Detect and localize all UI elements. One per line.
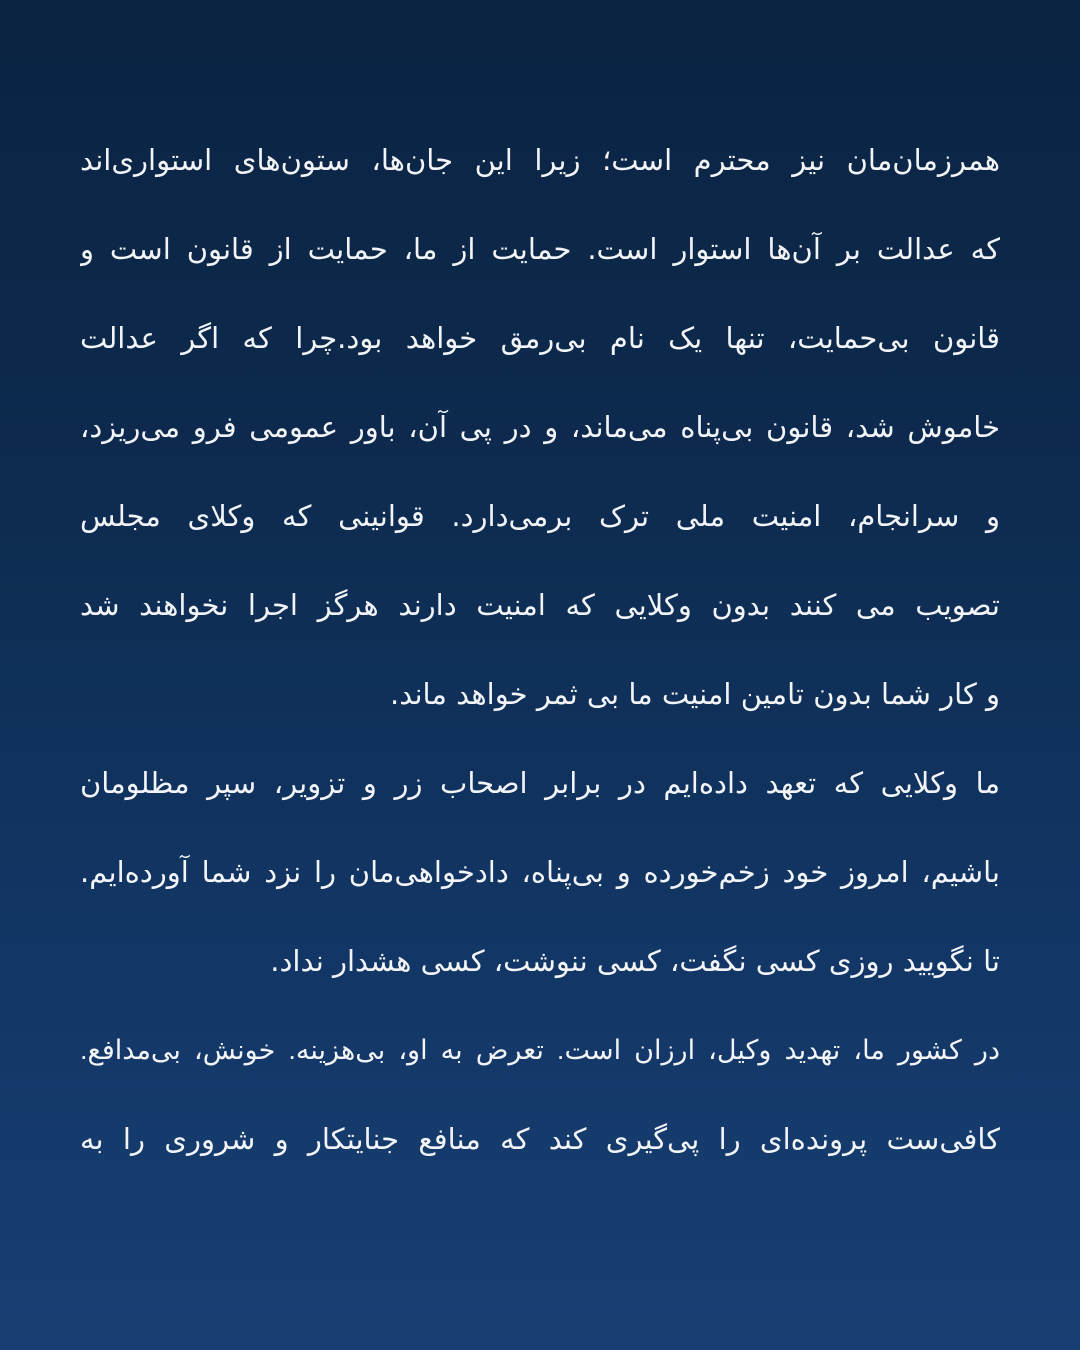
text-line-12: کافی‌ست پرونده‌ای را پی‌گیری کند که منافع جنایتکار و شروری را به <box>80 1122 1000 1156</box>
text-line-7: و کار شما بدون تامین امنیت ما بی ثمر خواهد ماند. <box>390 677 1000 711</box>
text-line-10: تا نگویید روزی کسی نگفت، کسی ننوشت، کسی هشدار نداد. <box>270 944 1000 978</box>
text-line-9: باشیم، امروز خود زخم‌خورده و بی‌پناه، دادخواهی‌مان را نزد شما آورده‌ایم. <box>80 855 1000 889</box>
text-line-1: همرزمان‌مان نیز محترم است؛ زیرا این جان‌ها، ستون‌های استواری‌اند <box>80 143 1000 177</box>
text-line-3: قانون بی‌حمایت، تنها یک نام بی‌رمق خواهد بود.چرا که اگر عدالت <box>80 321 1000 355</box>
article-text <box>80 116 1000 1184</box>
text-line-11: در کشور ما، تهدید وکیل، ارزان است. تعرض به او، بی‌هزینه. خونش، بی‌مدافع. <box>80 1035 1000 1065</box>
text-line-6: تصویب می کنند بدون وکلایی که امنیت دارند هرگز اجرا نخواهند شد <box>80 588 1000 622</box>
text-line-2: که عدالت بر آن‌ها استوار است. حمایت از ما، حمایت از قانون است و <box>80 232 1000 266</box>
text-line-5: و سرانجام، امنیت ملی ترک برمی‌دارد. قوانینی که وکلای مجلس <box>80 499 1000 533</box>
text-line-4: خاموش شد، قانون بی‌پناه می‌ماند، و در پی آن، باور عمومی فرو می‌ریزد، <box>80 410 1000 444</box>
text-line-8: ما وکلایی که تعهد داده‌ایم در برابر اصحاب زر و تزویر، سپر مظلومان <box>80 766 1000 800</box>
